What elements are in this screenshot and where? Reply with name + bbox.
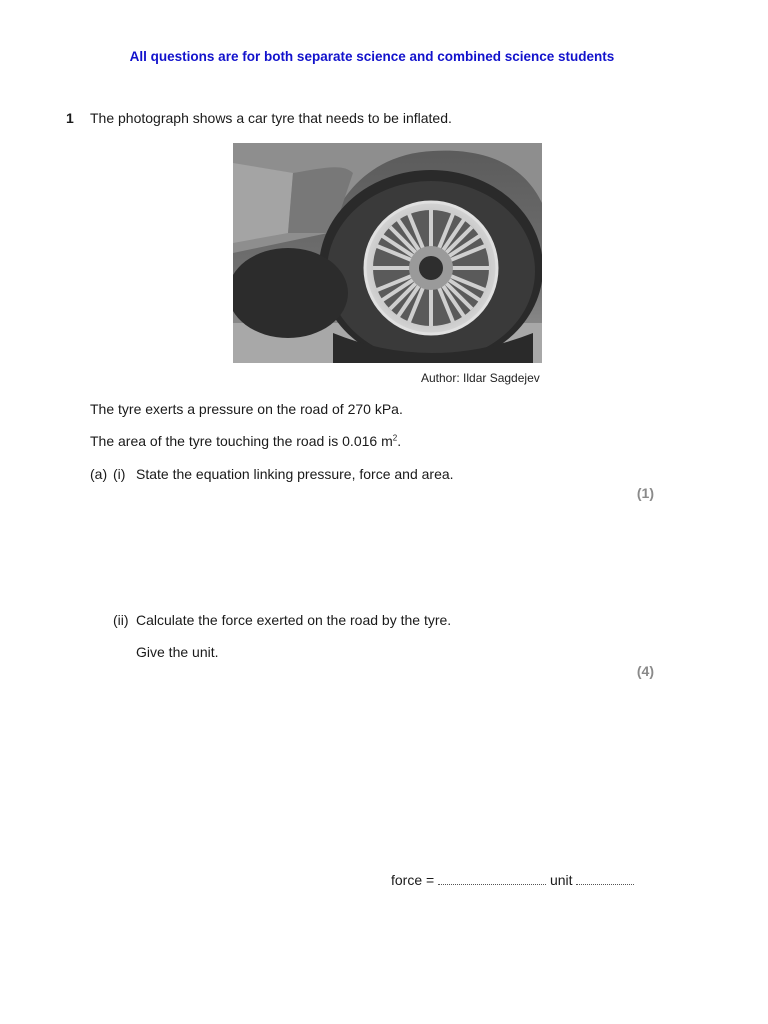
part-a-label: (a) xyxy=(90,466,108,482)
photo-credit: Author: Ildar Sagdejev xyxy=(421,371,540,385)
flat-car-tyre-photo xyxy=(233,143,542,363)
marks-a-ii: (4) xyxy=(636,663,654,679)
part-a-ii-text: Calculate the force exerted on the road by the tyre. xyxy=(136,612,452,628)
area-text: The area of the tyre touching the road is 0.016 m xyxy=(90,433,393,449)
question-intro: The photograph shows a car tyre that needs to be inflated. xyxy=(90,110,452,126)
unit-answer-field[interactable] xyxy=(576,874,634,885)
unit-label: unit xyxy=(549,872,573,888)
part-a-i-text: State the equation linking pressure, force and area. xyxy=(136,466,454,482)
area-end: . xyxy=(397,433,402,449)
marks-a-i: (1) xyxy=(636,485,654,501)
area-superscript: 2 xyxy=(392,433,398,443)
pressure-statement: The tyre exerts a pressure on the road of 270 kPa. xyxy=(90,401,403,417)
page-header: All questions are for both separate science and combined science students xyxy=(129,49,615,64)
question-number: 1 xyxy=(66,110,74,126)
force-answer-field[interactable] xyxy=(438,874,546,885)
part-a-i-label: (i) xyxy=(113,466,126,482)
part-a-ii-text2: Give the unit. xyxy=(136,644,219,660)
answer-line xyxy=(391,872,634,888)
force-label: force = xyxy=(391,872,435,888)
part-a-ii-label: (ii) xyxy=(113,612,129,628)
area-statement xyxy=(90,433,401,449)
